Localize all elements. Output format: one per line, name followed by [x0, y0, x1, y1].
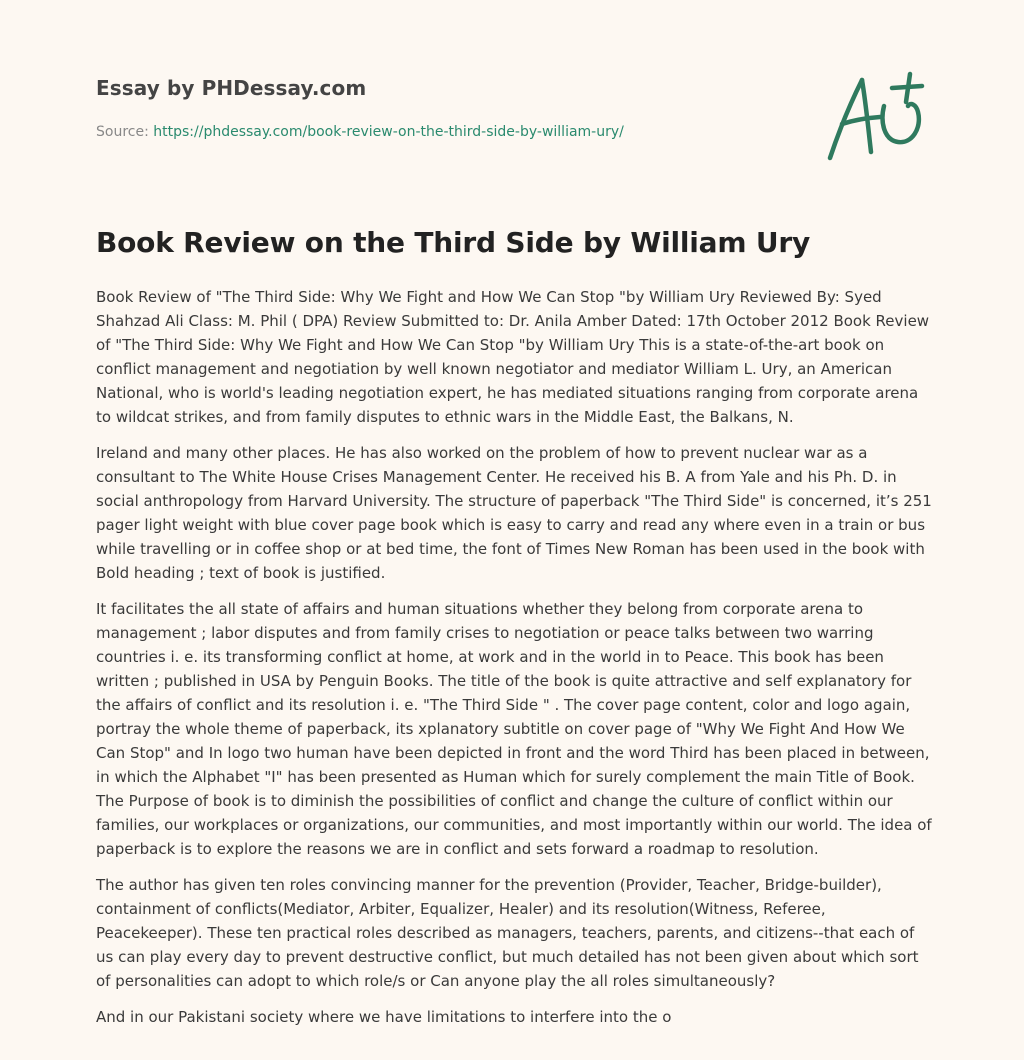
article-body — [96, 285, 932, 1041]
source-link[interactable]: https://phdessay.com/book-review-on-the-third-side-by-william-ury/ — [153, 124, 624, 140]
article-title: Book Review on the Third Side by William Ury — [96, 226, 811, 259]
article-paragraph: It facilitates the all state of affairs and human situations whether they belong from corporate arena to management ; labor disputes and from family crises to negotiation or peace talks between two warring countries i. e. its transforming conflict at home, at work and in the world in to Peace. This book has been written ; published in USA by Penguin Books. The title of the book is quite attractive and self explanatory for the affairs of conflict and its resolution i. e. "The Third Side " . The cover page content, color and logo again, portray the whole theme of paperback, its xplanatory subtitle on cover page of "Why We Fight And How We Can Stop" and In logo two human have been depicted in front and the word Third has been placed in between, in which the Alphabet "I" has been presented as Human which for surely complement the main Title of Book. The Purpose of book is to diminish the possibilities of conflict and change the culture of conflict within our families, our workplaces or organizations, our communities, and most importantly within our world. The idea of paperback is to explore the reasons we are in conflict and sets forward a roadmap to resolution. — [96, 600, 932, 858]
a-plus-logo — [818, 66, 928, 166]
source-label: Source: — [96, 124, 154, 140]
article-paragraph: Ireland and many other places. He has also worked on the problem of how to prevent nuclear war as a consultant to The White House Crises Management Center. He received his B. A from Yale and his Ph. D. in social anthropology from Harvard University. The structure of paperback "The Third Side" is concerned, it’s 251 pager light weight with blue cover page book which is easy to carry and read any where even in a train or bus while travelling or in coffee shop or at bed time, the font of Times New Roman has been used in the book with Bold heading ; text of book is justified. — [96, 444, 932, 582]
article-paragraph: And in our Pakistani society where we have limitations to interfere into the o — [96, 1008, 672, 1026]
article-paragraph: The author has given ten roles convincing manner for the prevention (Provider, Teacher, Bridge-builder), containment of conflicts(Mediator, Arbiter, Equalizer, Healer) and its resolution(Witness, Referee, Peacekeeper). These ten practical roles described as managers, teachers, parents, and citizens--that each of us can play every day to prevent destructive conflict, but much detailed has not been given about which sort of personalities can adopt to which role/s or Can anyone play the all roles simultaneously? — [96, 876, 919, 990]
source-line — [96, 124, 624, 140]
site-brand: Essay by PHDessay.com — [96, 76, 367, 100]
article-paragraph: Book Review of "The Third Side: Why We Fight and How We Can Stop "by William Ury Reviewed By: Syed Shahzad Ali Class: M. Phil ( DPA) Review Submitted to: Dr. Anila Amber Dated: 17th October 2012 Book Review of "The Third Side: Why We Fight and How We Can Stop "by William Ury This is a state-of-the-art book on conflict management and negotiation by well known negotiator and mediator William L. Ury, an American National, who is world's leading negotiation expert, he has mediated situations ranging from corporate arena to wildcat strikes, and from family disputes to ethnic wars in the Middle East, the Balkans, N. — [96, 288, 930, 426]
